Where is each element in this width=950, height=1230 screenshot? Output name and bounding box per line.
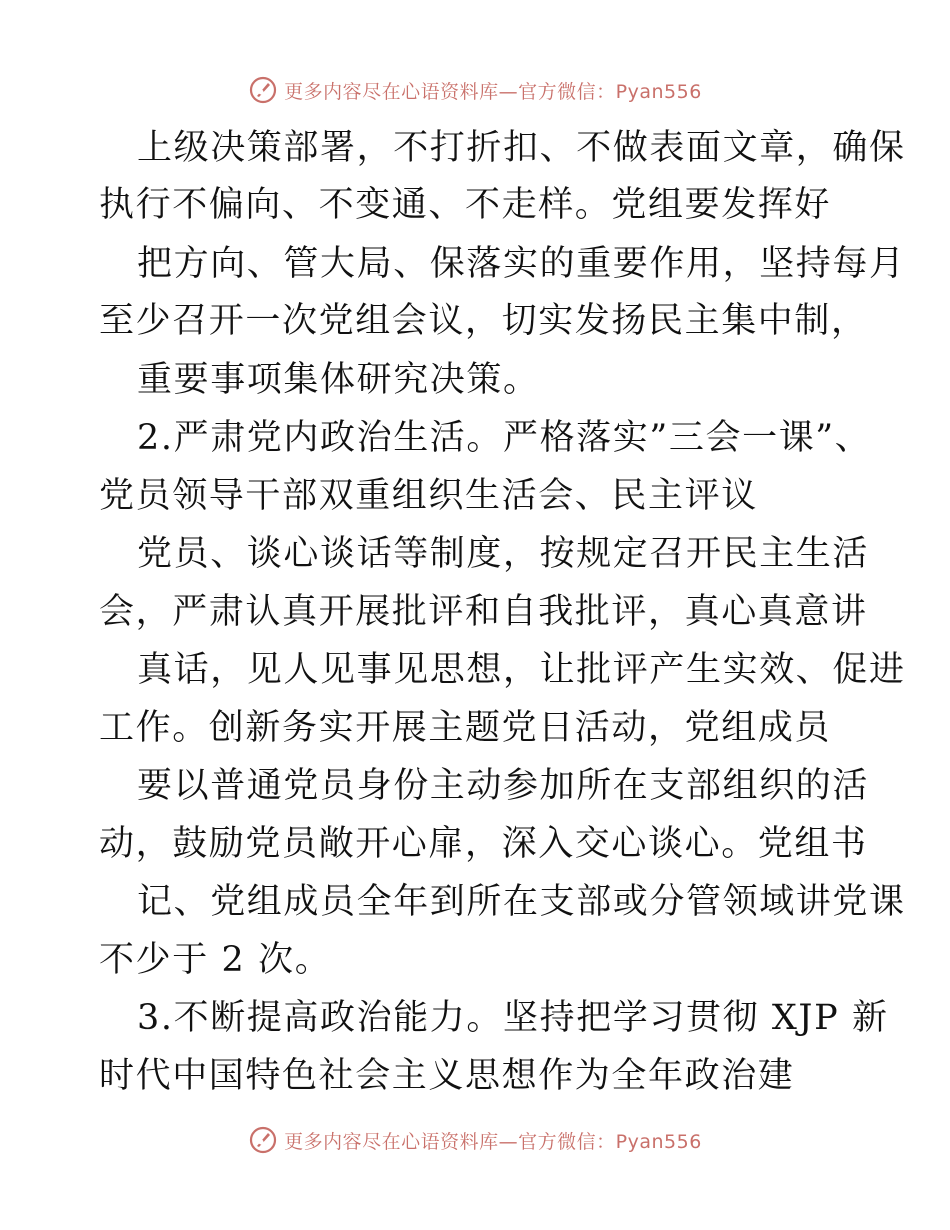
quill-logo-icon <box>248 1125 278 1155</box>
text-line: 3.不断提高政治能力。坚持把学习贯彻 XJP 新 <box>137 998 889 1038</box>
text-line: 真话，见人见事见思想，让批评产生实效、促进 <box>137 650 906 690</box>
text-line: 党员、谈心谈话等制度，按规定召开民主生活 <box>137 534 870 574</box>
text-line: 时代中国特色社会主义思想作为全年政治建 <box>99 1056 795 1096</box>
text-line: 工作。创新务实开展主题党日活动，党组成员 <box>99 708 832 748</box>
text-line: 重要事项集体研究决策。 <box>137 360 540 400</box>
text-line: 把方向、管大局、保落实的重要作用，坚持每月 <box>137 244 906 284</box>
watermark-text: 更多内容尽在心语资料库—官方微信：Pyan556 <box>284 1130 702 1153</box>
text-line: 动，鼓励党员敞开心扉，深入交心谈心。党组书 <box>99 824 868 864</box>
text-line: 至少召开一次党组会议，切实发扬民主集中制， <box>99 301 868 341</box>
text-line: 记、党组成员全年到所在支部或分管领域讲党课 <box>137 882 906 922</box>
text-line: 要以普通党员身份主动参加所在支部组织的活 <box>137 766 870 806</box>
footer-watermark <box>0 1122 950 1158</box>
text-line: 不少于 2 次。 <box>99 940 332 980</box>
watermark-text: 更多内容尽在心语资料库—官方微信：Pyan556 <box>284 80 702 103</box>
text-line: 执行不偏向、不变通、不走样。党组要发挥好 <box>99 185 832 225</box>
text-line: 上级决策部署，不打折扣、不做表面文章，确保 <box>137 128 906 168</box>
text-line: 2.严肃党内政治生活。严格落实”三会一课”、 <box>137 418 872 458</box>
text-line: 会，严肃认真开展批评和自我批评，真心真意讲 <box>99 592 868 632</box>
text-line: 党员领导干部双重组织生活会、民主评议 <box>99 476 758 516</box>
